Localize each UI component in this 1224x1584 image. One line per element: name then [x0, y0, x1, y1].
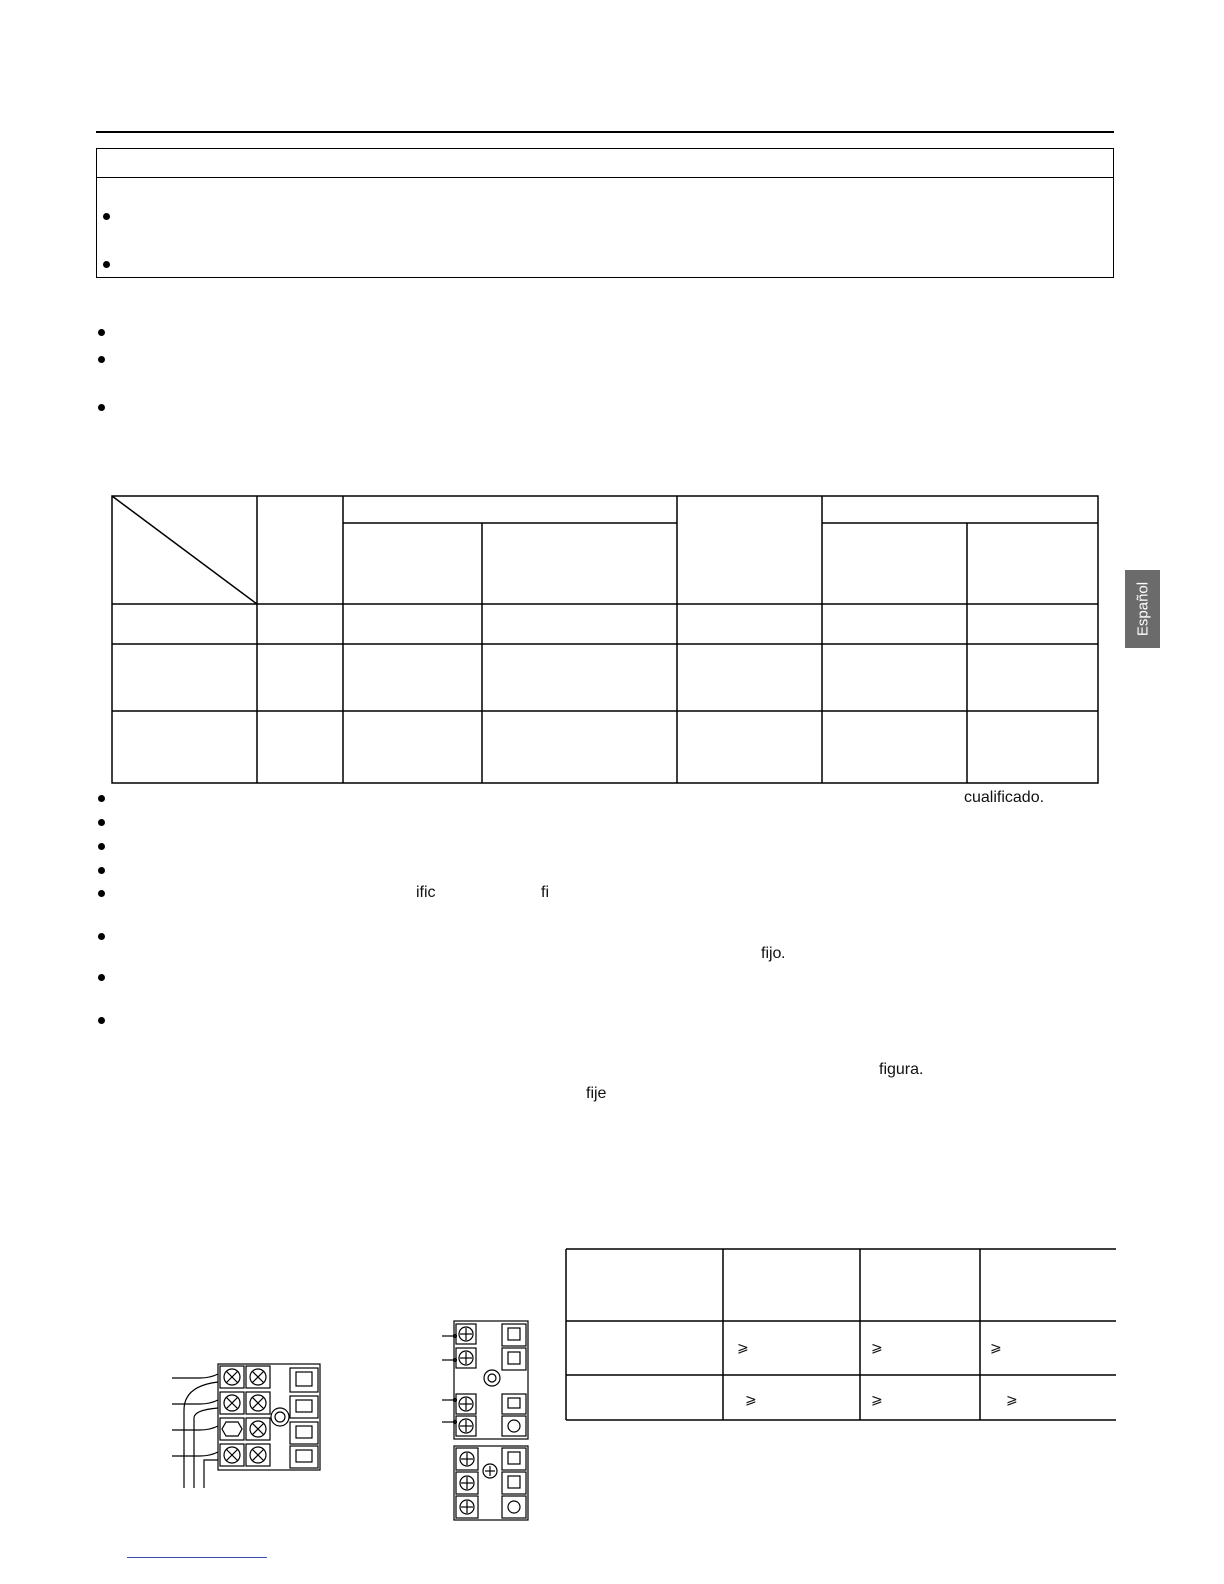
bullet-icon	[98, 404, 105, 411]
text-fragment: ific	[416, 884, 436, 901]
terminal-block-diagram-left	[170, 1360, 330, 1490]
bullet-icon	[98, 329, 105, 336]
language-tab	[1125, 570, 1160, 648]
spec-table	[110, 494, 1100, 786]
bullet-icon	[98, 1017, 105, 1024]
bullet-icon	[98, 867, 105, 874]
text-fragment: figura.	[879, 1061, 924, 1078]
text-fragment: .	[781, 945, 786, 962]
warning-box-header	[97, 149, 1113, 178]
bullet-icon	[98, 974, 105, 981]
bullet-icon	[98, 795, 105, 802]
bullet-icon	[98, 843, 105, 850]
ge-symbol: ⩾	[871, 1339, 883, 1355]
ge-symbol: ⩾	[871, 1391, 883, 1407]
bullet-icon	[98, 356, 105, 363]
bullet-icon	[98, 933, 105, 940]
bullet-icon	[103, 261, 110, 268]
ge-symbol: ⩾	[1006, 1391, 1018, 1407]
text-fragment: cualificado.	[964, 789, 1045, 806]
bullet-icon	[103, 213, 110, 220]
language-tab-label: Español	[1134, 581, 1151, 637]
ge-symbol: ⩾	[745, 1391, 757, 1407]
header-rule	[96, 131, 1114, 133]
bullet-icon	[98, 819, 105, 826]
ge-symbol: ⩾	[990, 1339, 1002, 1355]
bullet-icon	[98, 890, 105, 897]
text-fragment: fijo	[761, 945, 782, 962]
text-fragment: fi	[541, 884, 549, 901]
ge-symbol: ⩾	[737, 1339, 749, 1355]
link-underline[interactable]	[127, 1557, 267, 1558]
text-fragment: fije	[586, 1085, 607, 1102]
wire-size-table	[563, 1247, 1119, 1423]
terminal-block-diagram-right	[440, 1318, 532, 1523]
warning-box	[96, 148, 1114, 278]
